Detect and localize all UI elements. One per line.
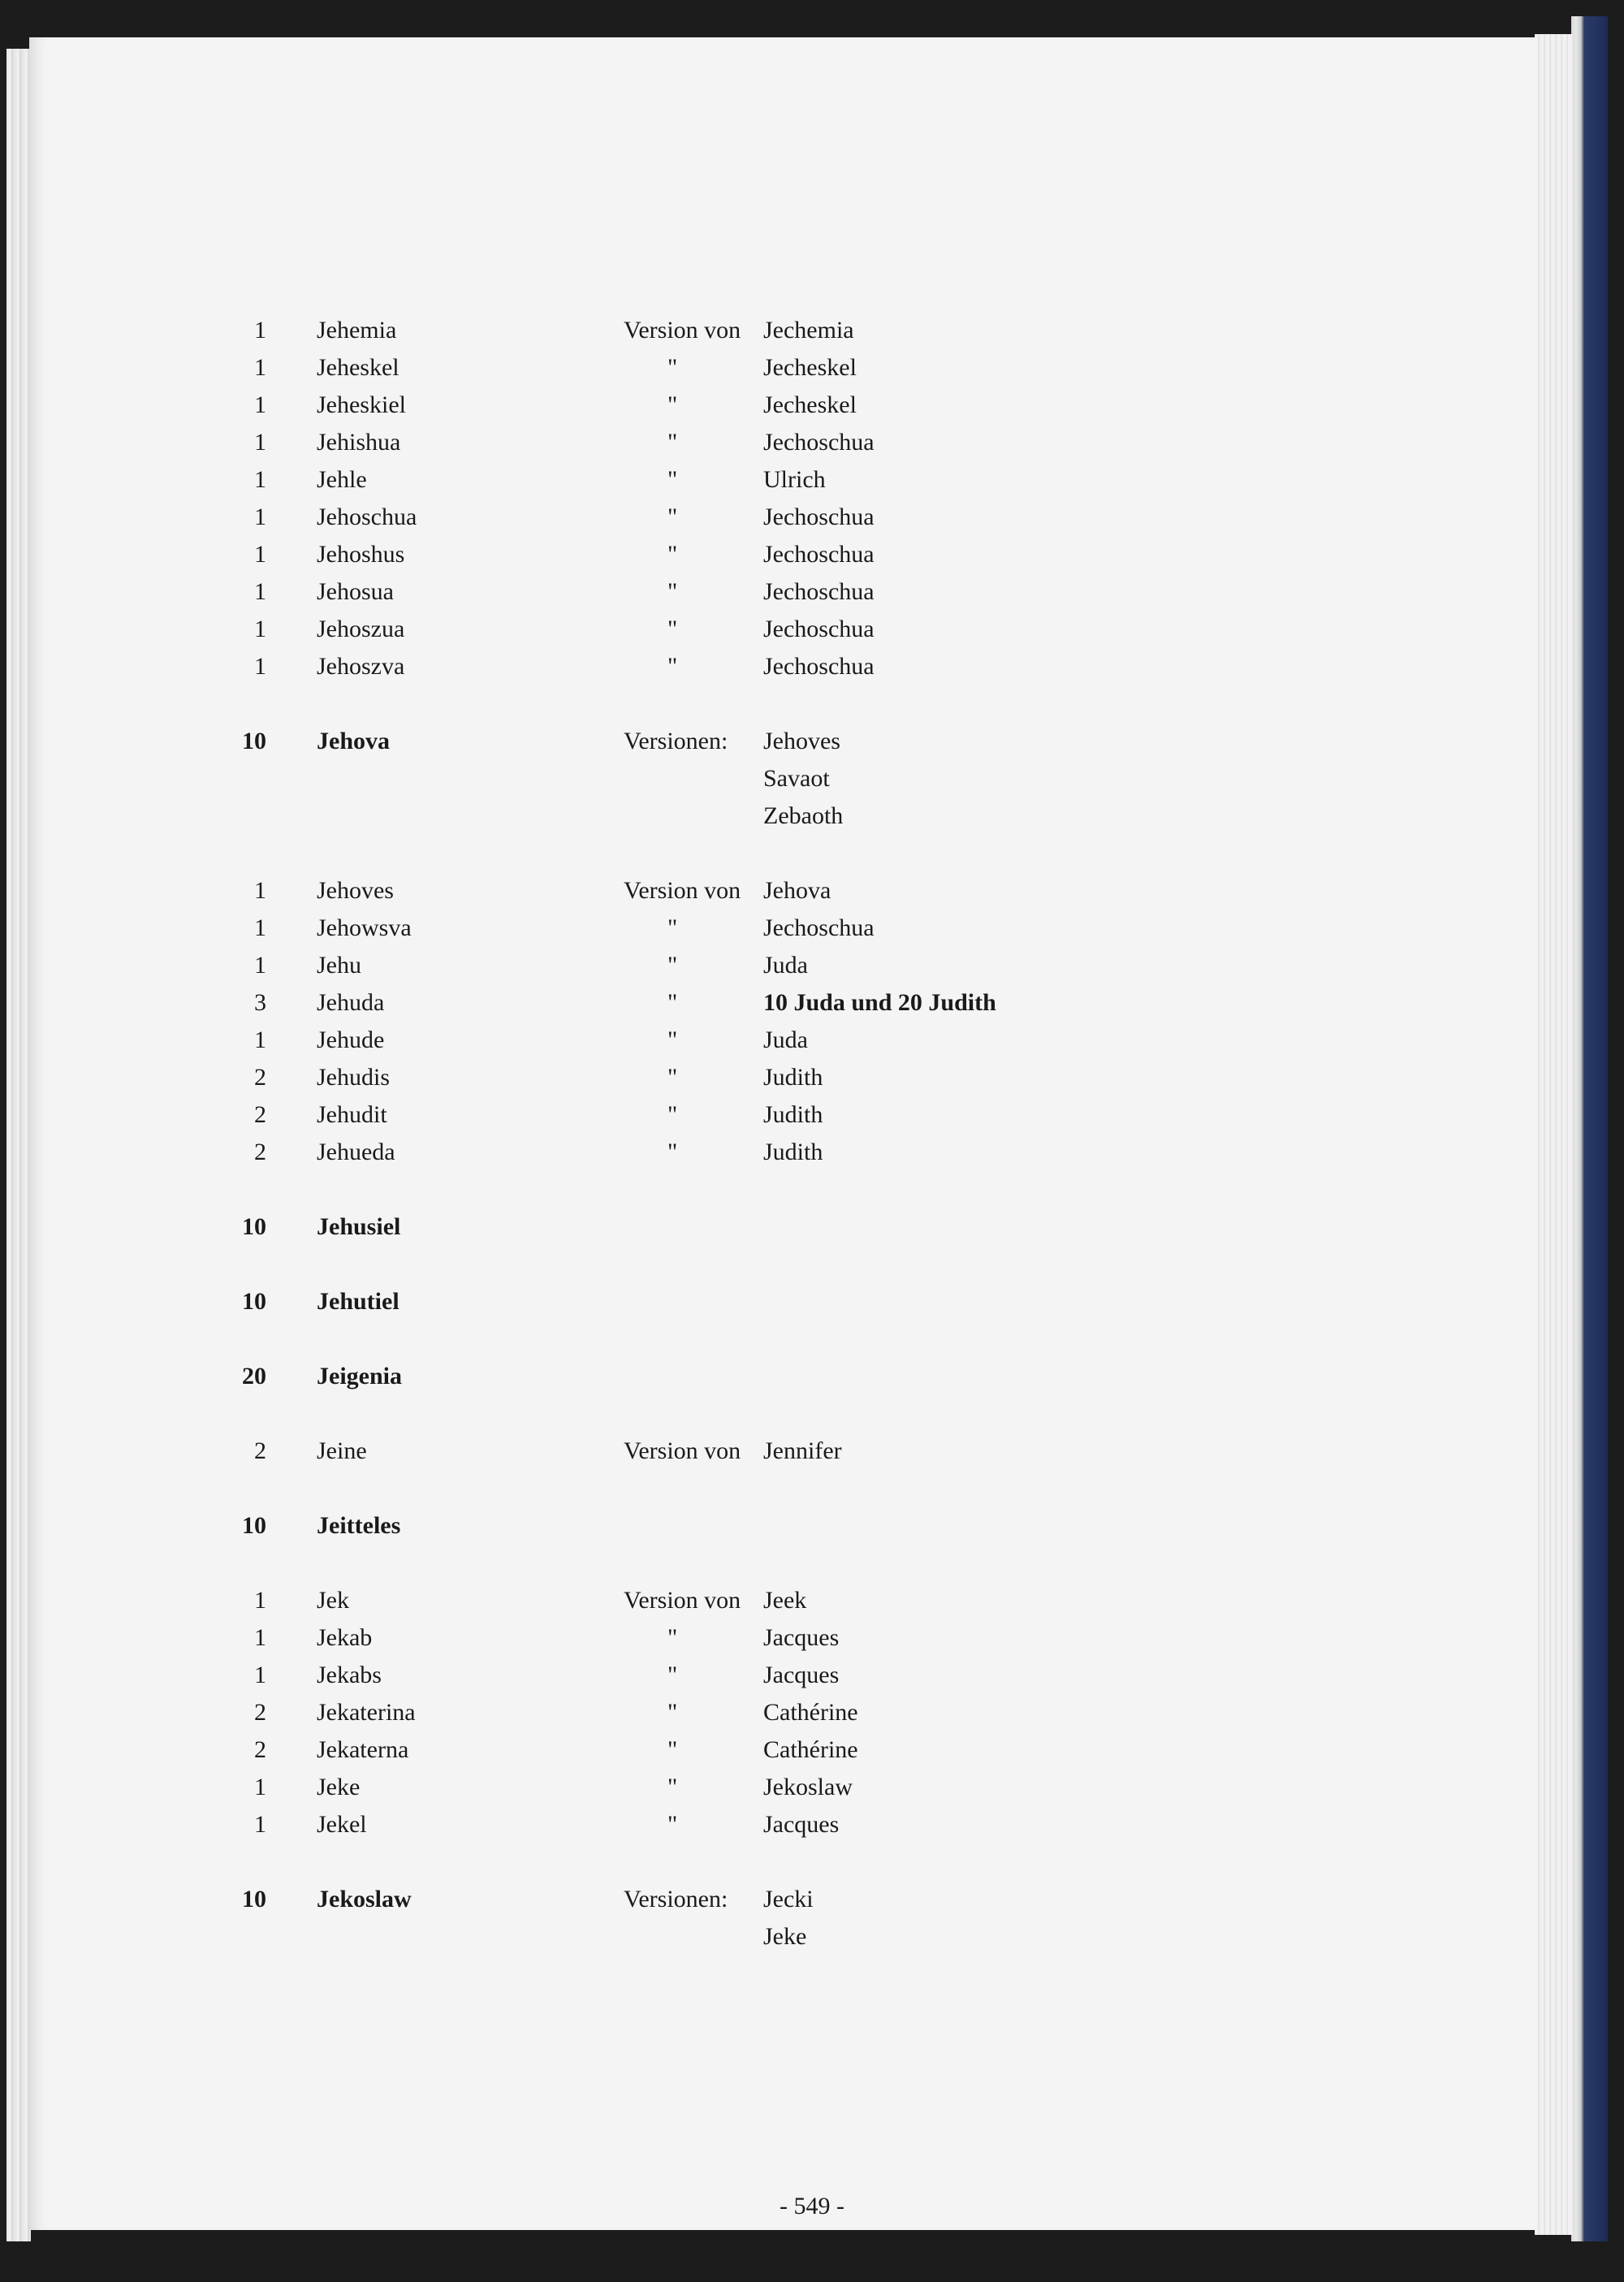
entry-version-target: Jechoschua (763, 541, 875, 568)
right-page-edges (1535, 34, 1574, 2235)
ditto-mark: " (667, 653, 678, 680)
entry-version-target: Jechemia (763, 317, 854, 344)
entry-version-target: Jecki (763, 1886, 814, 1912)
entry-count: 2 (254, 1064, 266, 1091)
entry-name: Jehle (317, 466, 367, 493)
entry-version-target: Judith (763, 1064, 823, 1091)
ditto-mark: " (667, 914, 678, 941)
book-cover-edge (1571, 16, 1608, 2241)
entry-count: 2 (254, 1437, 266, 1464)
entry-name: Jehoves (317, 877, 394, 904)
entry-count: 1 (254, 952, 266, 979)
entry-count: 1 (254, 1662, 266, 1688)
entry-version-target: Jecheskel (763, 391, 857, 418)
entry-name: Jekel (317, 1811, 367, 1838)
ditto-mark: " (667, 1774, 678, 1800)
entry-count: 1 (254, 653, 266, 680)
entry-count: 1 (254, 466, 266, 493)
entry-version-target: Jacques (763, 1811, 840, 1838)
entry-name: Jeine (317, 1437, 367, 1464)
entry-version-target: Jennifer (763, 1437, 842, 1464)
entry-count: 1 (254, 391, 266, 418)
entry-name: Jek (317, 1587, 349, 1614)
entry-version-target: Jehova (763, 877, 831, 904)
entry-count: 10 (242, 1512, 266, 1539)
entry-version-target: Jacques (763, 1624, 840, 1651)
page-number: - 549 - (780, 2193, 844, 2219)
entry-count: 1 (254, 317, 266, 344)
entry-version-label: Version von (624, 1587, 741, 1614)
entry-version-target: Jechoschua (763, 616, 875, 642)
ditto-mark: " (667, 989, 678, 1016)
entry-name: Jehoshus (317, 541, 405, 568)
ditto-mark: " (667, 1026, 678, 1053)
entry-name: Jehoschua (317, 504, 417, 530)
entry-version-target: Jecheskel (763, 354, 857, 381)
entry-count: 10 (242, 728, 266, 754)
entry-version-label: Version von (624, 317, 741, 344)
ditto-mark: " (667, 1699, 678, 1726)
entry-count: 1 (254, 877, 266, 904)
entry-count: 1 (254, 504, 266, 530)
ditto-mark: " (667, 1064, 678, 1091)
entry-version-target: Jechoschua (763, 429, 875, 456)
entry-version-target: Cathérine (763, 1699, 858, 1726)
entry-count: 1 (254, 1026, 266, 1053)
ditto-mark: " (667, 1624, 678, 1651)
entry-version-label: Version von (624, 1437, 741, 1464)
entry-version-target: Juda (763, 952, 808, 979)
entry-count: 2 (254, 1736, 266, 1763)
entry-count: 3 (254, 989, 266, 1016)
entry-version-target: 10 Juda und 20 Judith (763, 989, 996, 1016)
ditto-mark: " (667, 1139, 678, 1165)
entry-version-target: Savaot (763, 765, 830, 792)
entry-version-target: Zebaoth (763, 802, 844, 829)
ditto-mark: " (667, 1736, 678, 1763)
entry-name: Jeheskel (317, 354, 400, 381)
left-page-edges (6, 49, 31, 2241)
entry-count: 2 (254, 1139, 266, 1165)
entry-name: Jehutiel (317, 1288, 400, 1315)
entry-version-target: Jekoslaw (763, 1774, 853, 1800)
entry-name: Jehoszua (317, 616, 405, 642)
entry-name: Jekabs (317, 1662, 382, 1688)
ditto-mark: " (667, 616, 678, 642)
entry-name: Jeke (317, 1774, 361, 1800)
ditto-mark: " (667, 466, 678, 493)
entry-name: Jehishua (317, 429, 401, 456)
entry-name: Jehusiel (317, 1213, 401, 1240)
ditto-mark: " (667, 354, 678, 381)
entry-name: Jekaterna (317, 1736, 409, 1763)
entry-name: Jekaterina (317, 1699, 416, 1726)
entry-name: Jehudis (317, 1064, 390, 1091)
entry-count: 1 (254, 429, 266, 456)
entry-version-target: Judith (763, 1101, 823, 1128)
entry-name: Jehueda (317, 1139, 395, 1165)
ditto-mark: " (667, 541, 678, 568)
entry-name: Jekoslaw (317, 1886, 412, 1912)
entry-name: Jeigenia (317, 1363, 402, 1390)
entry-name: Jeitteles (317, 1512, 401, 1539)
ditto-mark: " (667, 578, 678, 605)
ditto-mark: " (667, 952, 678, 979)
entry-version-target: Jechoschua (763, 578, 875, 605)
entry-version-target: Ulrich (763, 466, 826, 493)
entry-name: Jeheskiel (317, 391, 406, 418)
entry-count: 1 (254, 1774, 266, 1800)
entry-name: Jehoszva (317, 653, 405, 680)
entry-name: Jehemia (317, 317, 397, 344)
entry-count: 1 (254, 1587, 266, 1614)
entry-name: Jehudit (317, 1101, 387, 1128)
entry-name: Jehu (317, 952, 361, 979)
entry-version-target: Jeek (763, 1587, 807, 1614)
ditto-mark: " (667, 391, 678, 418)
entry-name: Jehova (317, 728, 390, 754)
entry-count: 1 (254, 1811, 266, 1838)
entry-name: Jehuda (317, 989, 385, 1016)
entry-version-target: Jechoschua (763, 653, 875, 680)
entry-version-label: Version von (624, 877, 741, 904)
entry-version-target: Jacques (763, 1662, 840, 1688)
ditto-mark: " (667, 1811, 678, 1838)
entry-count: 2 (254, 1699, 266, 1726)
entry-version-label: Versionen: (624, 728, 728, 754)
entry-name: Jehosua (317, 578, 394, 605)
entry-count: 1 (254, 914, 266, 941)
entry-version-label: Versionen: (624, 1886, 728, 1912)
entry-version-target: Juda (763, 1026, 808, 1053)
entry-count: 1 (254, 1624, 266, 1651)
ditto-mark: " (667, 429, 678, 456)
ditto-mark: " (667, 1101, 678, 1128)
entry-count: 10 (242, 1213, 266, 1240)
entry-version-target: Jechoschua (763, 914, 875, 941)
entry-count: 1 (254, 578, 266, 605)
ditto-mark: " (667, 1662, 678, 1688)
entry-count: 1 (254, 616, 266, 642)
entry-version-target: Judith (763, 1139, 823, 1165)
entry-count: 1 (254, 541, 266, 568)
entry-version-target: Cathérine (763, 1736, 858, 1763)
entry-version-target: Jechoschua (763, 504, 875, 530)
entry-count: 10 (242, 1886, 266, 1912)
entry-count: 10 (242, 1288, 266, 1315)
entry-count: 2 (254, 1101, 266, 1128)
entry-name: Jehowsva (317, 914, 412, 941)
entry-count: 20 (242, 1363, 266, 1390)
entry-name: Jehude (317, 1026, 385, 1053)
ditto-mark: " (667, 504, 678, 530)
entry-count: 1 (254, 354, 266, 381)
entry-version-target: Jehoves (763, 728, 840, 754)
entry-name: Jekab (317, 1624, 373, 1651)
entry-version-target: Jeke (763, 1923, 807, 1950)
